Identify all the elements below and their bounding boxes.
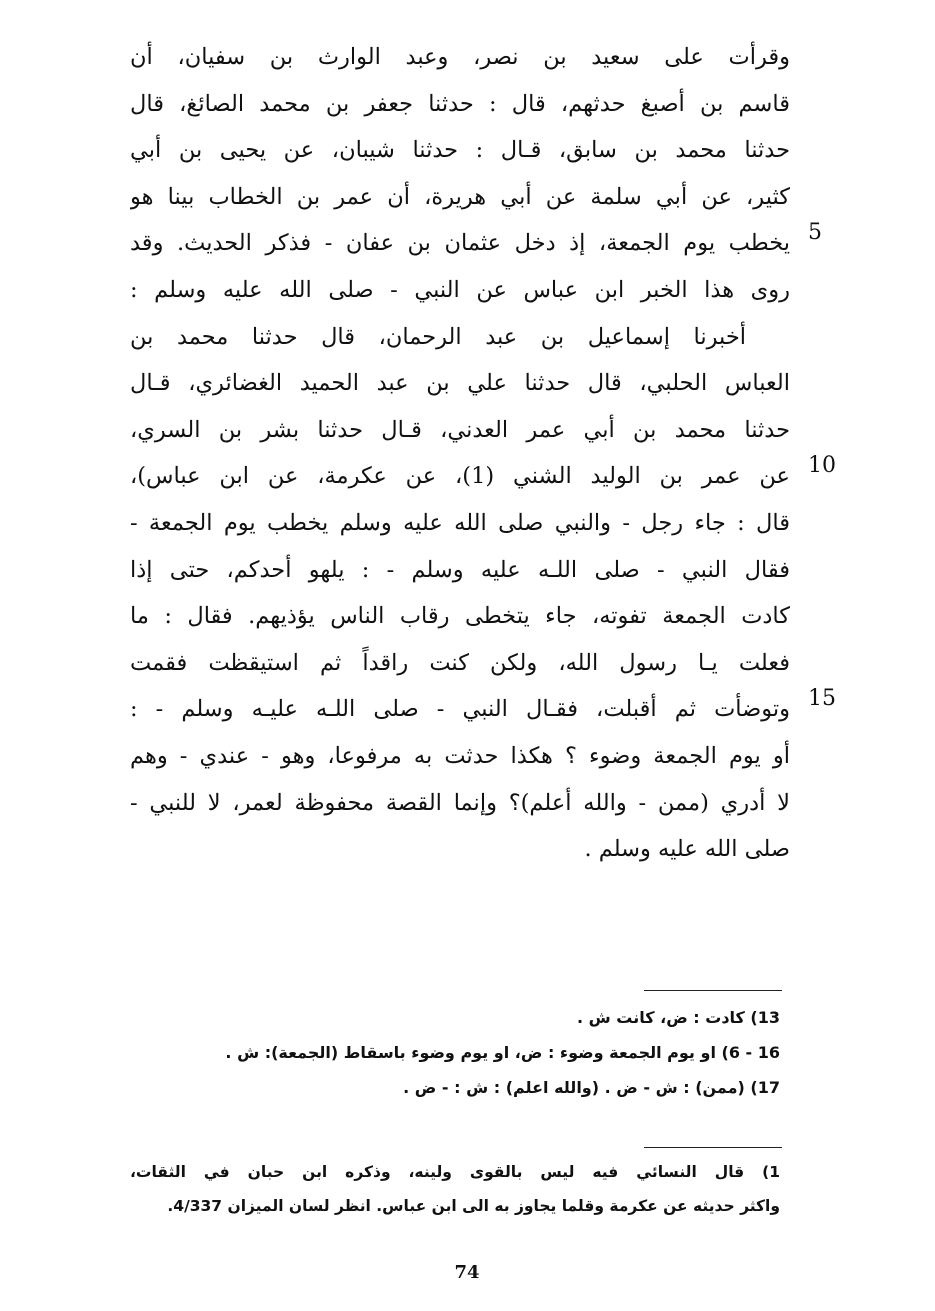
text-line: وقرأت على سعيد بن نصر، وعبد الوارث بن سفيان، أن (130, 44, 790, 70)
text-line: روى هذا الخبر ابن عباس عن النبي - صلى الله عليه وسلم : (130, 276, 790, 303)
text-line: عن عمر بن الوليد الشني (1)، عن عكرمة، عن ابن عباس)، (130, 463, 790, 490)
text-line: كادت الجمعة تفوته، جاء يتخطى رقاب الناس يؤذيهم. فقال : ما (130, 603, 790, 630)
page-number: 74 (454, 1262, 480, 1283)
text-line: فقال النبي - صلى اللـه عليه وسلم - : يلهو أحدكم، حتى إذا (130, 556, 790, 583)
text-line: فعلت يـا رسول الله، ولكن كنت راقداً ثم استيقظت فقمت (130, 649, 790, 676)
variants-separator (644, 990, 782, 991)
textual-variants (130, 1000, 780, 1105)
text-line: يخطب يوم الجمعة، إذ دخل عثمان بن عفان - فذكر الحديث. وقد (130, 230, 790, 257)
text-line: قال : جاء رجل - والنبي صلى الله عليه وسلم يخطب يوم الجمعة - (130, 509, 790, 536)
line-number: 10 (808, 453, 836, 478)
text-line: قاسم بن أصبغ حدثهم، قال : حدثنا جعفر بن محمد الصائغ، قال (130, 90, 790, 117)
footnote-line: واكثر حديثه عن عكرمة وقلما يجاوز به الى ابن عباس. انظر لسان الميزان 4/337. (167, 1197, 780, 1215)
main-text-block (130, 34, 790, 873)
text-line: صلى الله عليه وسلم . (584, 836, 790, 863)
text-line: لا أدري (ممن - والله أعلم)؟ وإنما القصة محفوظة لعمر، لا للنبي - (130, 789, 790, 816)
line-number: 15 (808, 686, 836, 711)
footnote-line: 1) قال النسائي فيه ليس بالقوى ولينه، وذكره ابن حبان في الثقات، (130, 1163, 780, 1181)
text-line: العباس الحلبي، قال حدثنا علي بن عبد الحميد الغضائري، قـال (130, 370, 790, 397)
text-line: حدثنا محمد بن سابق، قـال : حدثنا شيبان، عن يحيى بن أبي (130, 137, 790, 164)
footnote (130, 1155, 780, 1223)
line-number: 5 (808, 220, 822, 245)
text-line: وتوضأت ثم أقبلت، فقـال النبي - صلى اللـه عليـه وسلم - : (130, 696, 790, 723)
text-line: أخبرنا إسماعيل بن عبد الرحمان، قال حدثنا محمد بن (130, 323, 746, 350)
variant-note: 16 - 6) او يوم الجمعة وضوء : ض، او يوم وضوء باسقاط (الجمعة): ش . (225, 1043, 780, 1062)
variant-note: 13) كادت : ض، كانت ش . (576, 1008, 780, 1027)
text-line: حدثنا محمد بن أبي عمر العدني، قـال حدثنا بشر بن السري، (130, 416, 790, 443)
variant-note: 17) (ممن) : ش - ض . (والله اعلم) : ش : - ض . (403, 1078, 780, 1097)
text-line: أو يوم الجمعة وضوء ؟ هكذا حدثت به مرفوعا، وهو - عندي - وهم (130, 742, 790, 769)
footnote-separator (644, 1147, 782, 1148)
text-line: كثير، عن أبي سلمة عن أبي هريرة، أن عمر بن الخطاب بينا هو (130, 183, 790, 210)
